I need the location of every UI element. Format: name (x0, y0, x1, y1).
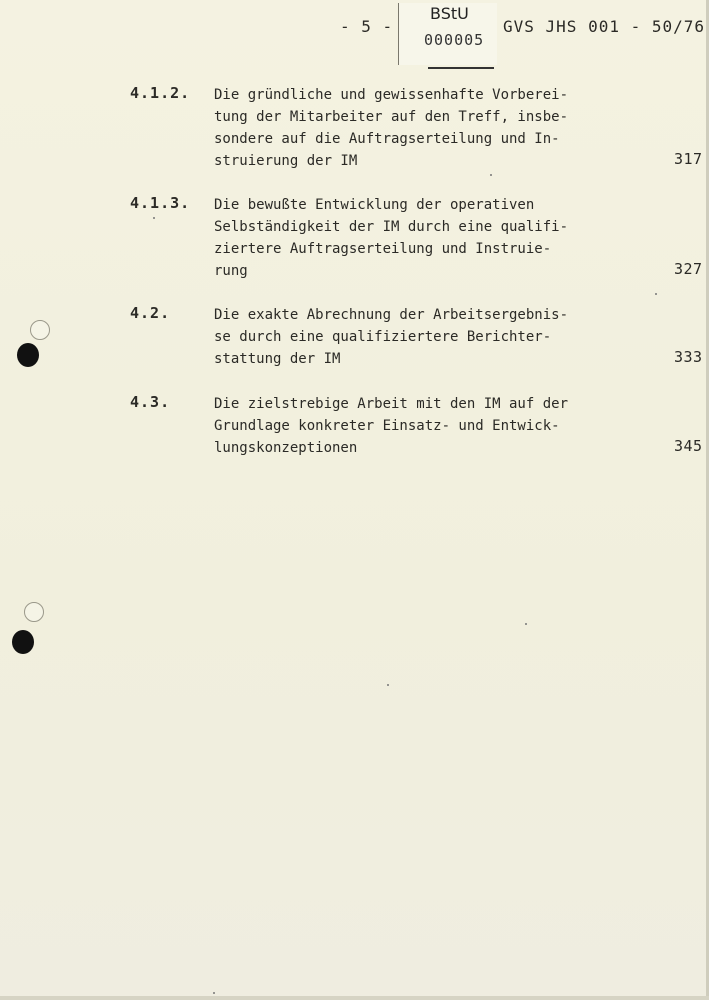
section-title-line: ziertere Auftragserteilung und Instruie- (214, 241, 552, 257)
section-page-number: 317 (674, 150, 703, 168)
section-title-line: Selbständigkeit der IM durch eine qualifi- (214, 219, 569, 235)
punch-hole-ring (24, 602, 44, 622)
section-title (214, 84, 614, 172)
punch-hole-ring (30, 320, 50, 340)
page-edge-bottom (0, 996, 709, 1000)
section-title (214, 393, 614, 459)
section-number: 4.2. (130, 304, 171, 322)
stamp-number: 000005 (424, 31, 485, 49)
section-title-line: Die bewußte Entwicklung der operativen (214, 197, 535, 213)
section-page-number: 327 (674, 260, 703, 278)
section-number: 4.3. (130, 393, 171, 411)
section-number: 4.1.2. (130, 84, 191, 102)
file-reference: GVS JHS 001 - 50/76 (503, 17, 706, 36)
stamp-title: BStU (430, 4, 469, 23)
stamp-underline (428, 67, 494, 69)
section-title-line: lungskonzeptionen (214, 440, 358, 456)
section-title-line: se durch eine qualifiziertere Berichter- (214, 329, 552, 345)
paper-speck (490, 174, 492, 176)
section-title-line: stattung der IM (214, 351, 341, 367)
punch-hole-dot (12, 630, 34, 654)
section-title (214, 194, 614, 282)
section-title-line: struierung der IM (214, 153, 358, 169)
archive-stamp (398, 3, 496, 71)
section-title-line: Die exakte Abrechnung der Arbeitsergebnis- (214, 307, 569, 323)
section-title-line: Die gründliche und gewissenhafte Vorberei- (214, 87, 569, 103)
section-title-line: tung der Mitarbeiter auf den Treff, insbe- (214, 109, 569, 125)
page-number: - 5 - (340, 17, 394, 36)
section-page-number: 345 (674, 437, 703, 455)
paper-speck (213, 992, 215, 994)
section-page-number: 333 (674, 348, 703, 366)
section-title-line: rung (214, 263, 248, 279)
paper-speck (655, 293, 657, 295)
section-title-line: Die zielstrebige Arbeit mit den IM auf der (214, 396, 569, 412)
paper-speck (525, 623, 527, 625)
section-title-line: sondere auf die Auftragserteilung und In- (214, 131, 560, 147)
section-title (214, 304, 614, 370)
paper-speck (153, 217, 155, 219)
section-number: 4.1.3. (130, 194, 191, 212)
section-title-line: Grundlage konkreter Einsatz- und Entwick- (214, 418, 560, 434)
punch-hole-dot (17, 343, 39, 367)
paper-speck (387, 684, 389, 686)
